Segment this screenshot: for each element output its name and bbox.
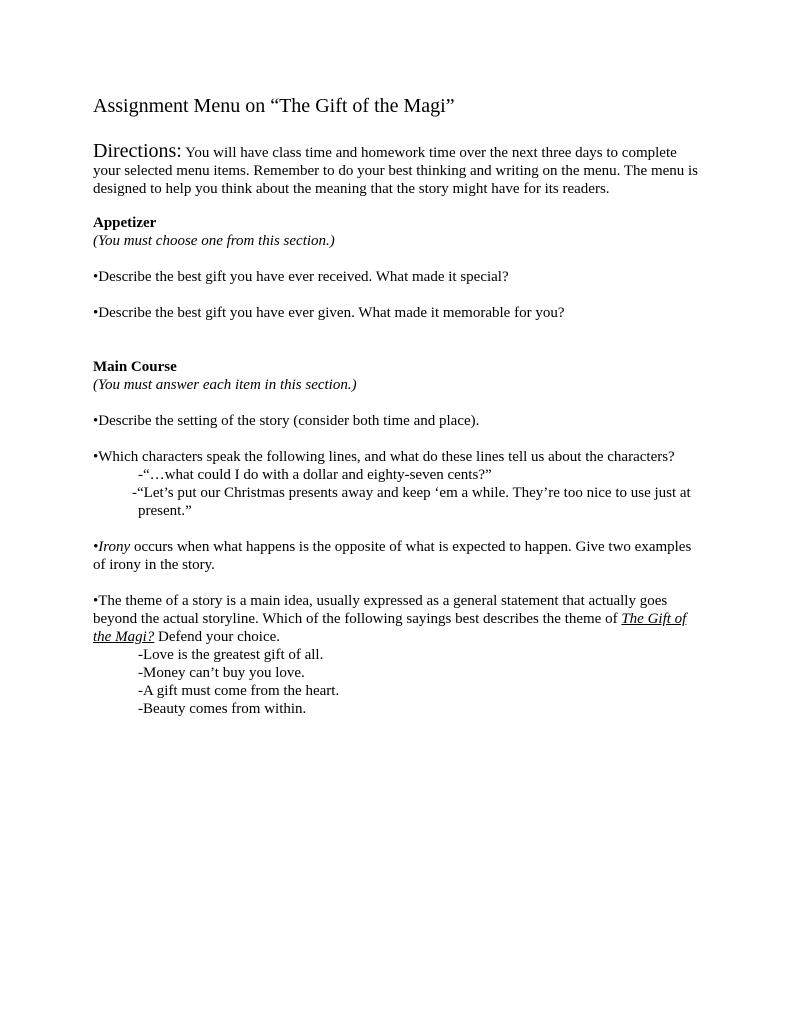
- characters-question: •Which characters speak the following lines, and what do these lines tell us about the characters?: [93, 449, 675, 465]
- theme-question: [93, 592, 705, 646]
- quote-line-1: -“…what could I do with a dollar and eighty-seven cents?”: [138, 467, 492, 483]
- irony-term: Irony: [98, 539, 131, 555]
- theme-option-2: -Money can’t buy you love.: [138, 665, 305, 681]
- theme-option-1: -Love is the greatest gift of all.: [138, 647, 324, 663]
- irony-bullet: •: [93, 539, 99, 555]
- main-course-heading: Main Course: [93, 359, 177, 375]
- setting-question: •Describe the setting of the story (consider both time and place).: [93, 413, 480, 429]
- irony-text: occurs when what happens is the opposite of what is expected to happen. Give two examples of irony in the story.: [93, 539, 692, 573]
- directions-label: Directions:: [93, 140, 182, 162]
- quote-line-2: -“Let’s put our Christmas presents away and keep ‘em a while. They’re too nice to use just at present.”: [132, 485, 691, 519]
- appetizer-heading: Appetizer: [93, 215, 157, 231]
- appetizer-note: (You must choose one from this section.): [93, 233, 335, 249]
- directions-paragraph: [93, 142, 705, 198]
- theme-question-block: [93, 592, 705, 718]
- theme-after: Defend your choice.: [154, 629, 281, 645]
- theme-option-4: -Beauty comes from within.: [138, 701, 307, 717]
- appetizer-item-2: •Describe the best gift you have ever given. What made it memorable for you?: [93, 305, 565, 321]
- theme-text: •The theme of a story is a main idea, usually expressed as a general statement that actually goes beyond the actual storyline. Which of the following sayings best describes the theme of: [93, 593, 668, 627]
- worksheet-page: [93, 94, 705, 736]
- theme-option-3: -A gift must come from the heart.: [138, 683, 340, 699]
- characters-question-block: [93, 448, 705, 520]
- appetizer-item-1: •Describe the best gift you have ever received. What made it special?: [93, 269, 509, 285]
- directions-text: You will have class time and homework time over the next three days to complete your selected menu items. Remember to do your best thinking and writing on the menu. The menu is designed to help you think about the meaning that the story might have for its readers.: [93, 145, 699, 197]
- story-title: The Gift of the Magi?: [93, 611, 687, 645]
- main-course-note: (You must answer each item in this section.): [93, 377, 357, 393]
- page-title: Assignment Menu on “The Gift of the Magi”: [93, 95, 455, 117]
- irony-question: [93, 538, 705, 574]
